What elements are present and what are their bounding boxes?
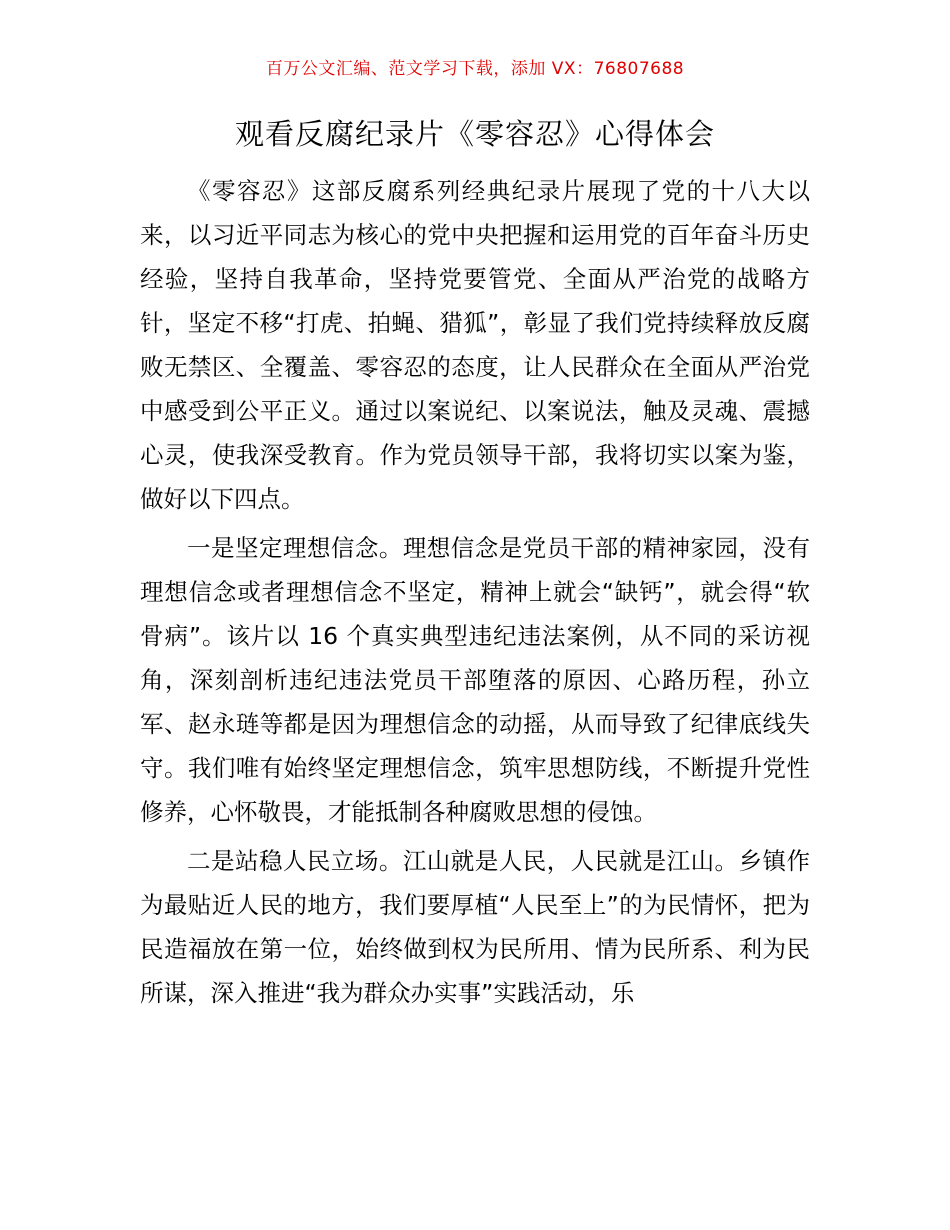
document-title: 观看反腐纪录片《零容忍》心得体会 (234, 117, 715, 151)
paragraph-point-two: 二是站稳人民立场。江山就是人民，人民就是江山。乡镇作为最贴近人民的地方，我们要厚植“人民至上”的为民情怀，把为民造福放在第一位，始终做到权为民所用、情为民所系、利为民所谋，深入推进“我为群众办实事”实践活动，乐 (140, 847, 810, 1007)
paragraph-point-one: 一是坚定理想信念。理想信念是党员干部的精神家园，没有理想信念或者理想信念不坚定，精神上就会“缺钙”，就会得“软骨病”。该片以 16 个真实典型违纪违法案例，从不同的采访视角，深刻剖析违纪违法党员干部堕落的原因、心路历程，孙立军、赵永琏等都是因为理想信念的动摇，从而导致了纪律底线失守。我们唯有始终坚定理想信念，筑牢思想防线，不断提升党性修养，心怀敬畏，才能抵制各种腐败思想的侵蚀。 (140, 534, 810, 826)
document-body (140, 169, 810, 1020)
paragraph-intro: 《零容忍》这部反腐系列经典纪录片展现了党的十八大以来，以习近平同志为核心的党中央把握和运用党的百年奋斗历史经验，坚持自我革命，坚持党要管党、全面从严治党的战略方针，坚定不移“打虎、拍蝇、猎狐”，彰显了我们党持续释放反腐败无禁区、全覆盖、零容忍的态度，让人民群众在全面从严治党中感受到公平正义。通过以案说纪、以案说法，触及灵魂、震撼心灵，使我深受教育。作为党员领导干部，我将切实以案为鉴，做好以下四点。 (140, 177, 810, 513)
header-watermark-note: 百万公文汇编、范文学习下载，添加 VX：76807688 (265, 59, 685, 79)
